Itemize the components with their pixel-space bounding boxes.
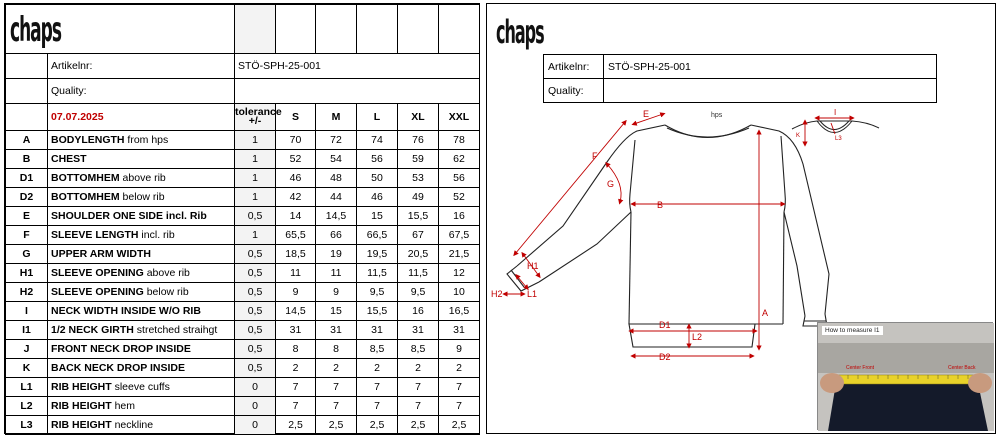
measure-name-detail: below rib [119,191,165,203]
measure-name [48,321,235,340]
table-row [6,340,480,359]
size-value: 16 [439,207,480,226]
label-k: K [796,133,801,139]
size-value: 7 [316,378,357,397]
measure-name-bold: BOTTOMHEM [51,172,120,184]
size-value: 16 [398,302,439,321]
measure-name-detail: from hps [124,134,169,146]
size-value: 7 [276,397,316,416]
size-value: 42 [276,188,316,207]
article-number: STÖ-SPH-25-001 [235,54,480,79]
measurement-photo [817,322,993,430]
article-label: Artikelnr: [48,54,235,79]
label-g: G [607,179,615,189]
label-l2: L2 [692,332,703,342]
tolerance-value: 0,5 [235,207,276,226]
label-a: A [762,308,769,318]
label-l3: L3 [835,136,842,142]
quality-label: Quality: [544,79,604,103]
table-row [6,207,480,226]
tolerance-value: 0,5 [235,283,276,302]
size-value: 67,5 [439,226,480,245]
size-value: 19,5 [357,245,398,264]
measure-code: F [6,226,48,245]
measure-name [48,169,235,188]
size-header: S [276,104,316,131]
size-value: 59 [398,150,439,169]
tolerance-value: 0,5 [235,264,276,283]
measure-name-detail: above rib [119,172,166,184]
measure-name-detail: sleeve cuffs [111,381,170,393]
quality-label: Quality: [48,79,235,104]
measure-name-bold: BODYLENGTH [51,134,125,146]
size-value: 70 [276,131,316,150]
measure-name [48,378,235,397]
measure-name [48,245,235,264]
size-value: 10 [439,283,480,302]
measure-name-detail: hem [111,400,136,412]
measure-name-bold: 1/2 NECK GIRTH [51,324,134,336]
measurement-lines [505,114,852,356]
size-value: 11,5 [357,264,398,283]
size-value: 9 [439,340,480,359]
label-l1: L1 [527,289,538,299]
measure-name-detail: neckline [111,419,154,431]
measure-name [48,188,235,207]
size-value: 7 [398,397,439,416]
logo-cell [6,5,235,54]
size-header: XL [398,104,439,131]
size-value: 31 [398,321,439,340]
measure-code: L2 [6,397,48,416]
size-value: 20,5 [398,245,439,264]
measure-name-bold: SHOULDER ONE SIDE incl. Rib [51,210,207,222]
size-value: 11 [276,264,316,283]
size-header: M [316,104,357,131]
quality-value [235,79,480,104]
tolerance-value: 1 [235,150,276,169]
article-number: STÖ-SPH-25-001 [604,55,937,79]
hps-label: hps [711,112,723,119]
spec-sheet-table-panel [4,3,480,434]
table-row [6,397,480,416]
tolerance-value: 0 [235,378,276,397]
size-value: 65,5 [276,226,316,245]
measure-code: H2 [6,283,48,302]
measure-name [48,131,235,150]
measurement-table [5,4,480,435]
tolerance-value: 0,5 [235,302,276,321]
measure-code: E [6,207,48,226]
size-value: 7 [398,378,439,397]
size-value: 49 [398,188,439,207]
measure-name [48,264,235,283]
label-d1: D1 [659,320,671,330]
size-value: 46 [276,169,316,188]
measure-name-bold: BOTTOMHEM [51,191,120,203]
measure-name-detail: above rib [143,267,190,279]
size-value: 8 [316,340,357,359]
measure-code: D2 [6,188,48,207]
size-value: 2 [357,359,398,378]
tag-center-front: Center Front [846,365,875,371]
size-value: 2 [316,359,357,378]
size-value: 66 [316,226,357,245]
size-value: 54 [316,150,357,169]
measure-name-detail: incl. rib [138,229,175,241]
tolerance-value: 0 [235,416,276,435]
tolerance-value: 0 [235,397,276,416]
table-row [6,188,480,207]
technical-drawing-panel [486,3,996,434]
size-value: 31 [316,321,357,340]
size-value: 2,5 [357,416,398,435]
tolerance-value: 0,5 [235,245,276,264]
size-value: 15 [357,207,398,226]
size-value: 52 [439,188,480,207]
size-value: 9 [316,283,357,302]
size-value: 76 [398,131,439,150]
measure-code: J [6,340,48,359]
table-row [6,378,480,397]
size-value: 62 [439,150,480,169]
table-row [6,169,480,188]
size-value: 46 [357,188,398,207]
measure-name-bold: CHEST [51,153,87,165]
size-value: 67 [398,226,439,245]
size-value: 2,5 [276,416,316,435]
size-value: 15,5 [357,302,398,321]
size-value: 50 [357,169,398,188]
size-value: 19 [316,245,357,264]
chaps-logo: chaps [10,11,61,51]
size-value: 31 [439,321,480,340]
measure-code: K [6,359,48,378]
measure-name [48,283,235,302]
size-value: 48 [316,169,357,188]
garment-outline [507,125,829,347]
table-row [6,302,480,321]
size-value: 44 [316,188,357,207]
photo-caption: How to measure I1 [822,326,883,335]
measure-name [48,359,235,378]
size-value: 21,5 [439,245,480,264]
size-value: 53 [398,169,439,188]
label-i: I [834,108,837,117]
size-value: 2,5 [398,416,439,435]
measure-name [48,226,235,245]
label-d2: D2 [659,352,671,362]
size-value: 31 [357,321,398,340]
measure-code: I [6,302,48,321]
tolerance-value: 1 [235,188,276,207]
tag-center-back: Center Back [948,365,976,371]
measure-code: H1 [6,264,48,283]
measure-name-bold: RIB HEIGHT [51,381,112,393]
measure-code: D1 [6,169,48,188]
size-header: XXL [439,104,480,131]
size-value: 7 [276,378,316,397]
size-value: 78 [439,131,480,150]
size-value: 8,5 [398,340,439,359]
measure-code: L3 [6,416,48,435]
label-f: F [592,151,598,161]
size-value: 2,5 [439,416,480,435]
size-value: 9,5 [398,283,439,302]
measure-code: A [6,131,48,150]
tolerance-value: 1 [235,169,276,188]
table-row [6,226,480,245]
size-header: L [357,104,398,131]
measure-name [48,340,235,359]
measure-name-bold: SLEEVE OPENING [51,267,144,279]
table-row [6,416,480,435]
size-value: 74 [357,131,398,150]
size-value: 2 [276,359,316,378]
size-value: 14 [276,207,316,226]
size-value: 14,5 [276,302,316,321]
measure-name [48,150,235,169]
size-value: 8 [276,340,316,359]
tolerance-value: 1 [235,131,276,150]
table-row [6,150,480,169]
table-row [6,264,480,283]
measure-name-bold: SLEEVE LENGTH [51,229,139,241]
measure-code: L1 [6,378,48,397]
size-value: 18,5 [276,245,316,264]
size-value: 9,5 [357,283,398,302]
size-value: 72 [316,131,357,150]
measure-name-detail: stretched straihgt [133,324,218,336]
table-row [6,359,480,378]
measure-name [48,207,235,226]
size-value: 2,5 [316,416,357,435]
label-h2: H2 [491,289,503,299]
size-value: 15 [316,302,357,321]
tolerance-value: 0,5 [235,359,276,378]
size-value: 7 [439,378,480,397]
measure-name-detail: below rib [143,286,189,298]
size-value: 7 [357,397,398,416]
tolerance-value: 0,5 [235,340,276,359]
size-value: 14,5 [316,207,357,226]
measure-name [48,302,235,321]
size-value: 16,5 [439,302,480,321]
measure-name [48,397,235,416]
measure-code: B [6,150,48,169]
size-value: 31 [276,321,316,340]
size-value: 7 [316,397,357,416]
size-value: 52 [276,150,316,169]
tolerance-value: 1 [235,226,276,245]
size-value: 15,5 [398,207,439,226]
size-value: 56 [439,169,480,188]
size-value: 11,5 [398,264,439,283]
measure-name-bold: UPPER ARM WIDTH [51,248,151,260]
measure-code: I1 [6,321,48,340]
size-value: 12 [439,264,480,283]
tolerance-header: tolerance +/- [235,104,276,131]
size-value: 9 [276,283,316,302]
chaps-logo: chaps [496,13,544,51]
article-label: Artikelnr: [544,55,604,79]
measure-name-bold: SLEEVE OPENING [51,286,144,298]
measure-name-bold: RIB HEIGHT [51,400,112,412]
size-value: 8,5 [357,340,398,359]
size-header-row [6,104,480,131]
table-row [6,245,480,264]
measure-l1 [517,276,527,288]
table-row [6,283,480,302]
measure-name-bold: FRONT NECK DROP INSIDE [51,343,191,355]
label-b: B [657,200,664,210]
measure-name-bold: BACK NECK DROP INSIDE [51,362,185,374]
label-e: E [643,109,650,119]
measure-code: G [6,245,48,264]
size-value: 2 [398,359,439,378]
date: 07.07.2025 [48,104,235,131]
measure-name-bold: RIB HEIGHT [51,419,112,431]
table-row [6,321,480,340]
size-value: 66,5 [357,226,398,245]
size-value: 7 [439,397,480,416]
size-value: 7 [357,378,398,397]
size-value: 56 [357,150,398,169]
table-row [6,131,480,150]
measure-name-bold: NECK WIDTH INSIDE W/O RIB [51,305,201,317]
tolerance-value: 0,5 [235,321,276,340]
measure-name [48,416,235,435]
label-h1: H1 [527,261,539,271]
size-value: 11 [316,264,357,283]
size-value: 2 [439,359,480,378]
